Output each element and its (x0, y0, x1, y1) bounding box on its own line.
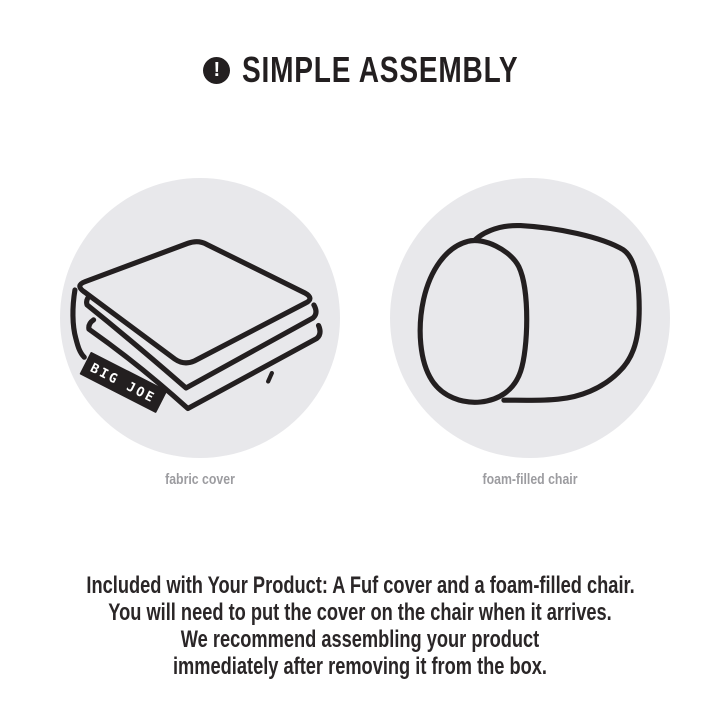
assembly-note (86, 572, 633, 680)
exclamation-glyph: ! (213, 58, 221, 81)
header (0, 50, 720, 90)
note-line-3: We recommend assembling your product (180, 626, 540, 653)
fabric-cover-circle (60, 178, 340, 458)
figure-caption-fabric-cover: fabric cover (165, 471, 235, 488)
exclamation-circle-icon (203, 57, 230, 84)
page-title: SIMPLE ASSEMBLY (242, 49, 519, 90)
note-line-4: immediately after removing it from the box. (172, 653, 547, 680)
note-line-1: Included with Your Product: A Fuf cover and a foam-filled chair. (86, 572, 635, 599)
foam-filled-chair-circle (390, 178, 670, 458)
note-line-2: You will need to put the cover on the chair when it arrives. (108, 599, 612, 626)
figure-fabric-cover (60, 178, 340, 488)
fabric-cover-illustration (60, 178, 340, 458)
figure-caption-foam-filled-chair: foam-filled chair (482, 471, 578, 488)
figure-foam-filled-chair (390, 178, 670, 488)
foam-filled-chair-illustration (390, 178, 670, 458)
big-joe-tag-label: BIG JOE (87, 360, 158, 407)
